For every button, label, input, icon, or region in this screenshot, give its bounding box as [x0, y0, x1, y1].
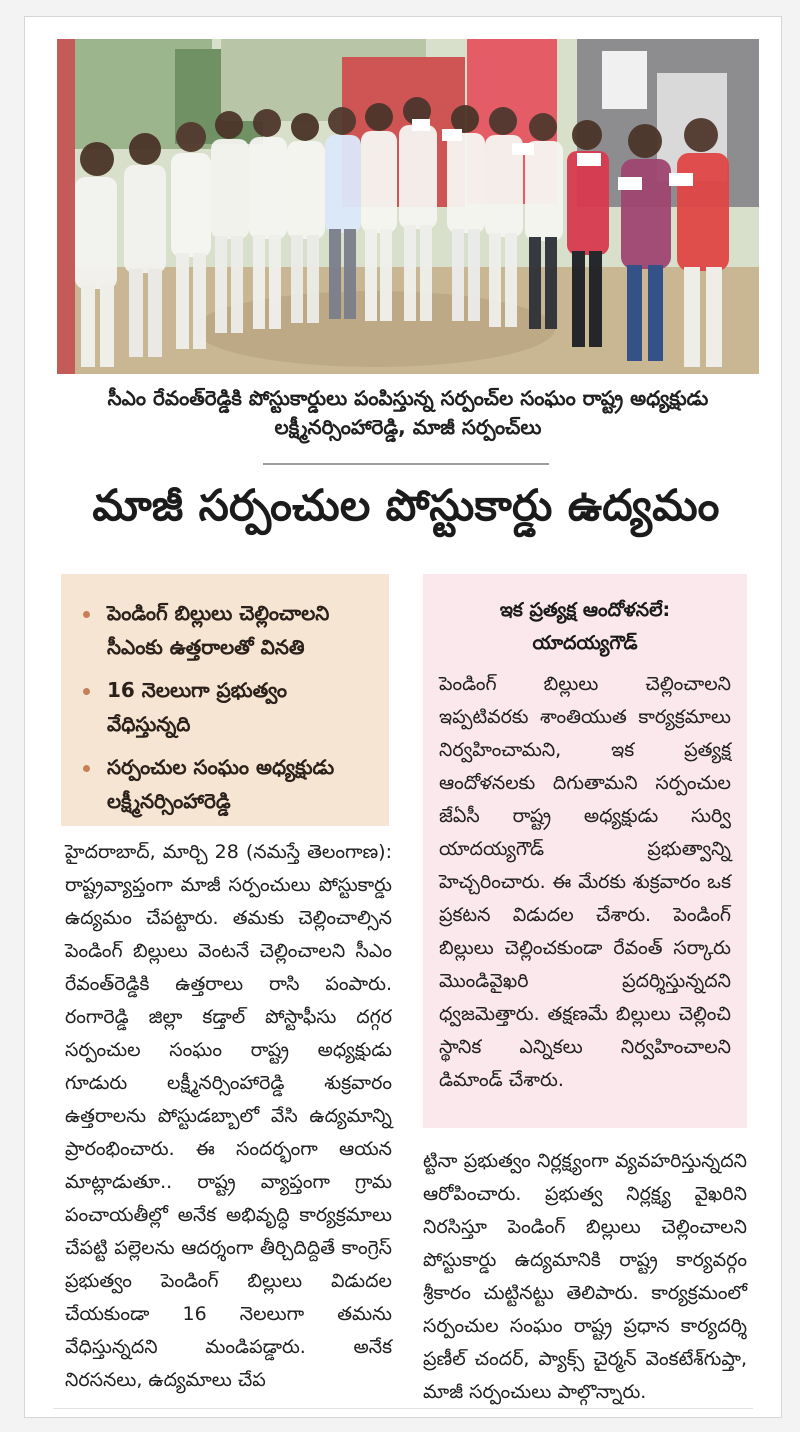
side-story-body: పెండింగ్ బిల్లులు చెల్లించాలని ఇప్పటివరకు శాంతియుత కార్యక్రమాలు నిర్వహించామని, ఇక ప్రత్యక్ష ఆందోళనలకు దిగుతామని సర్పంచుల జేఏసీ రాష్ట్ర అధ్యక్షుడు సుర్వి యాదయ్యగౌడ్ ప్రభుత్వాన్ని హెచ్చరించారు. ఈ మేరకు శుక్రవారం ఒక ప్రకటన విడుదల చేశారు. పెండింగ్ బిల్లులు చెల్లించకుండా రేవంత్ సర్కారు మొండివైఖరి ప్రదర్శిస్తున్నదని ధ్వజమెత్తారు. తక్షణమే బిల్లులు చెల్లించి స్థానిక ఎన్నికలు నిర్వహించాలని డిమాండ్ చేశారు.	[439, 673, 731, 1091]
highlight-item: 16 నెలలుగా ప్రభుత్వం వేధిస్తున్నది	[83, 673, 373, 741]
caption-divider	[263, 463, 549, 465]
highlight-item: సర్పంచుల సంఘం అధ్యక్షుడు లక్ష్మీనర్సింహారెడ్డి	[83, 750, 373, 818]
highlight-item: పెండింగ్ బిల్లులు చెల్లించాలని సీఎంకు ఉత్తరాలతో వినతి	[83, 596, 373, 664]
bottom-divider	[53, 1408, 753, 1409]
side-story-title-line-1: ఇక ప్రత్యక్ష ఆందోళనలే:	[499, 599, 671, 621]
protest-photo	[57, 39, 759, 374]
article-right-column: ట్టినా ప్రభుత్వం నిర్లక్ష్యంగా వ్యవహరిస్తున్నదని ఆరోపించారు. ప్రభుత్వ నిర్లక్ష్య వైఖరిని నిరసిస్తూ పెండింగ్ బిల్లులు చెల్లించాలని పోస్టుకార్డు ఉద్యమానికి రాష్ట్ర కార్యవర్గం శ్రీకారం చుట్టినట్టు తెలిపారు. కార్యక్రమంలో సర్పంచుల సంఘం రాష్ట్ర ప్రధాన కార్యదర్శి ప్రణీల్ చందర్, ప్యాక్స్ చైర్మన్ వెంకటేశ్‌గుప్తా, మాజీ సర్పంచులు పాల్గొన్నారు.	[423, 1150, 747, 1403]
newspaper-clipping	[24, 16, 782, 1418]
side-story-title-line-2: యాదయ్యగౌడ్	[532, 632, 638, 654]
article-left-column: హైదరాబాద్, మార్చి 28 (నమస్తే తెలంగాణ): రాష్ట్రవ్యాప్తంగా మాజీ సర్పంచులు పోస్టుకార్డు ఉద్యమం చేపట్టారు. తమకు చెల్లించాల్సిన పెండింగ్ బిల్లులు వెంటనే చెల్లించాలని సీఎం రేవంత్‌రెడ్డికి ఉత్తరాలు రాసి పంపారు. రంగారెడ్డి జిల్లా కడ్తాల్ పోస్టాఫీసు దగ్గర సర్పంచుల సంఘం రాష్ట్ర అధ్యక్షుడు గూడురు లక్ష్మీనర్సింహారెడ్డి శుక్రవారం ఉత్తరాలను పోస్టుడబ్బాలో వేసి ఉద్యమాన్ని ప్రారంభించారు. ఈ సందర్భంగా ఆయన మాట్లాడుతూ.. రాష్ట్ర వ్యాప్తంగా గ్రామ పంచాయతీల్లో అనేక అభివృద్ధి కార్యక్రమాలు చేపట్టి పల్లెలను ఆదర్శంగా తీర్చిదిద్దితే కాంగ్రెస్ ప్రభుత్వం పెండింగ్ బిల్లులు విడుదల చేయకుండా 16 నెలలుగా తమను వేధిస్తున్నదని మండిపడ్డారు. అనేక నిరసనలు, ఉద్యమాలు చేప	[65, 841, 392, 1391]
article-headline: మాజీ సర్పంచుల పోస్టుకార్డు ఉద్యమం	[92, 481, 720, 531]
photo-illustration	[57, 39, 759, 374]
side-story-box	[423, 574, 747, 1128]
side-story-title	[439, 594, 731, 660]
highlights-box	[61, 574, 389, 826]
photo-caption: సీఎం రేవంత్‌రెడ్డికి పోస్టుకార్డులు పంపిస్తున్న సర్పంచ్‌ల సంఘం రాష్ట్ర అధ్యక్షుడు లక్ష్మీనర్సింహారెడ్డి, మాజీ సర్పంచ్‌లు	[107, 386, 709, 439]
